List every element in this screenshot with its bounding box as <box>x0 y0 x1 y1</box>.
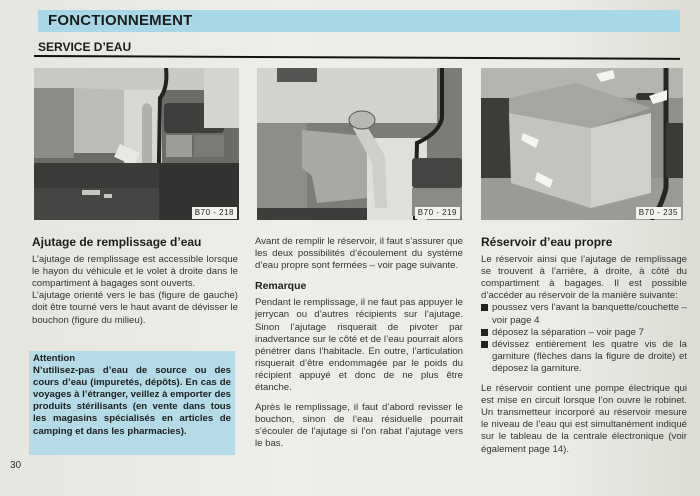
paragraph: L’ajutage de remplissage est accessible lorsque le hayon du véhicule et le volet à droite dans le compartiment à bagages sont ouverts. <box>32 254 238 290</box>
figure-label: B70 - 218 <box>192 207 237 219</box>
heading-water-tank: Réservoir d’eau propre <box>481 235 613 249</box>
paragraph: Le réservoir contient une pompe électrique qui est mise en circuit lorsque l’on ouvre le robinet. Un transmetteur incorporé au réservoir mesure le niveau de l’eau qui est simultanément indiqué sur le tableau de la centrale électronique (voir également page 14). <box>481 383 687 455</box>
bullet-square-icon <box>481 329 488 336</box>
column-water-tank <box>481 236 687 456</box>
paragraph: Pendant le remplissage, il ne faut pas appuyer le jerrycan ou d’autres récipients sur l’ajutage. Sinon l’ajutage risquerait de pivoter par inadvertance sur le côté et de l’eau pourrait alors pénétrer dans l’habitacle. En outre, l’articulation risquerait d’être endommagée par le poids du récipient appuyé et donc de ne plus être étanche. <box>255 297 463 394</box>
figure-filler-neck-up <box>257 68 462 220</box>
column-filler-neck <box>32 236 238 327</box>
figure-label: B70 - 219 <box>415 207 460 219</box>
bullet-text: poussez vers l’avant la banquette/couchette – voir page 4 <box>492 302 687 326</box>
bullet-text: déposez la séparation – voir page 7 <box>492 326 645 338</box>
figure-filler-neck-down <box>34 68 239 220</box>
attention-text: N’utilisez-pas d’eau de source ou des cours d’eau (impuretés, dépôts). En cas de voyages à l’étranger, veillez à emporter des produits stérilisants (en vente dans tous les magasins spécialisés en articles de camping et dans les pharmacies). <box>33 365 231 437</box>
paragraph: L’ajutage orienté vers le bas (figure de gauche) doit être tourné vers le haut avant de dévisser le bouchon (figure du milieu). <box>32 290 238 326</box>
bullet-square-icon <box>481 341 488 348</box>
bullet-square-icon <box>481 304 488 311</box>
paragraph: Après le remplissage, il faut d’abord revisser le bouchon, sinon de l’eau résiduelle pourrait s’écouler de l’ajutage si l’on rabat l’ajutage vers le bas. <box>255 402 463 450</box>
section-title: FONCTIONNEMENT <box>48 12 193 29</box>
column-remark <box>255 236 463 451</box>
attention-box <box>29 351 235 455</box>
figure-illustration <box>34 68 239 220</box>
page-number: 30 <box>10 460 22 471</box>
bullet-text: dévissez entièrement les quatre vis de la garniture (flèches dans la figure de droite) et déposez la garniture. <box>492 338 687 374</box>
paragraph: Le réservoir ainsi que l’ajutage de remplissage se trouvent à l’arrière, à droite, à côté du compartiment à bagages. Il est possible d’accéder au réservoir de la manière suivante: <box>481 254 687 302</box>
subsection-title: SERVICE D’EAU <box>38 40 132 54</box>
figure-illustration <box>257 68 462 220</box>
attention-title: Attention <box>33 353 76 364</box>
figure-illustration <box>481 68 683 220</box>
bullet-item <box>481 339 687 375</box>
remark-heading: Remarque <box>255 280 307 293</box>
bullet-item <box>481 302 687 326</box>
figure-water-tank <box>481 68 683 220</box>
heading-filler-neck: Ajutage de remplissage d’eau <box>32 235 202 249</box>
paragraph: Avant de remplir le réservoir, il faut s’assurer que les deux possibilités d’écoulement du système d’eau propre sont fermées – voir page suivante. <box>255 236 463 272</box>
bullet-item <box>481 327 687 339</box>
header-divider <box>34 55 680 59</box>
figure-label: B70 - 235 <box>636 207 681 219</box>
